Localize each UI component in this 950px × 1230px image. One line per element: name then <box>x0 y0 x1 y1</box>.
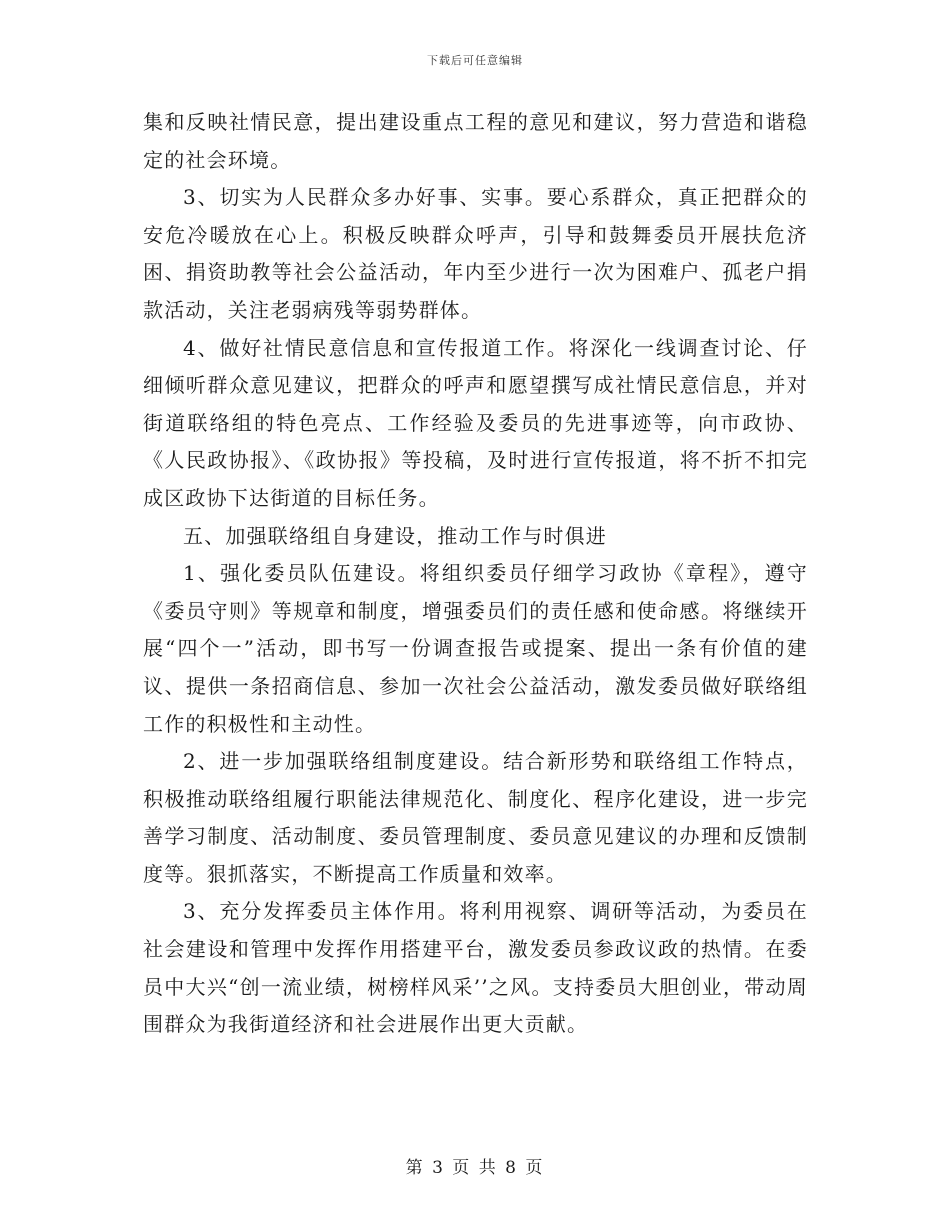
paragraph-2: 3、切实为人民群众多办好事、实事。要心系群众，真正把群众的安危冷暖放在心上。积极反映群众呼声，引导和鼓舞委员开展扶危济困、捐资助教等社会公益活动，年内至少进行一次为困难户、孤老户捐款活动，关注老弱病残等弱势群体。 <box>143 185 808 322</box>
page-footer: 第 3 页 共 8 页 <box>405 1158 545 1178</box>
paragraph-5: 2、进一步加强联络组制度建设。结合新形势和联络组工作特点，积极推动联络组履行职能法律规范化、制度化、程序化建设，进一步完善学习制度、活动制度、委员管理制度、委员意见建议的办理和反馈制度等。狠抓落实，不断提高工作质量和效率。 <box>143 749 808 886</box>
paragraph-3: 4、做好社情民意信息和宣传报道工作。将深化一线调查讨论、仔细倾听群众意见建议，把群众的呼声和愿望撰写成社情民意信息，并对街道联络组的特色亮点、工作经验及委员的先进事迹等，向市政协、《人民政协报》、《政协报》等投稿，及时进行宣传报道，将不折不扣完成区政协下达街道的目标任务。 <box>143 335 808 510</box>
paragraph-1: 集和反映社情民意，提出建设重点工程的意见和建议，努力营造和谐稳定的社会环境。 <box>143 110 808 172</box>
section-heading-5: 五、加强联络组自身建设，推动工作与时俱进 <box>183 523 607 548</box>
page-header: 下载后可任意编辑 <box>427 54 523 67</box>
paragraph-4: 1、强化委员队伍建设。将组织委员仔细学习政协《章程》，遵守《委员守则》等规章和制度，增强委员们的责任感和使命感。将继续开展“四个一”活动，即书写一份调查报告或提案、提出一条有价值的建议、提供一条招商信息、参加一次社会公益活动，激发委员做好联络组工作的积极性和主动性。 <box>143 561 808 736</box>
document-body <box>143 104 808 1044</box>
paragraph-6: 3、充分发挥委员主体作用。将利用视察、调研等活动，为委员在社会建设和管理中发挥作用搭建平台，激发委员参政议政的热情。在委员中大兴“创一流业绩，树榜样风采’’之风。支持委员大胆创业，带动周围群众为我街道经济和社会进展作出更大贡献。 <box>143 899 808 1037</box>
